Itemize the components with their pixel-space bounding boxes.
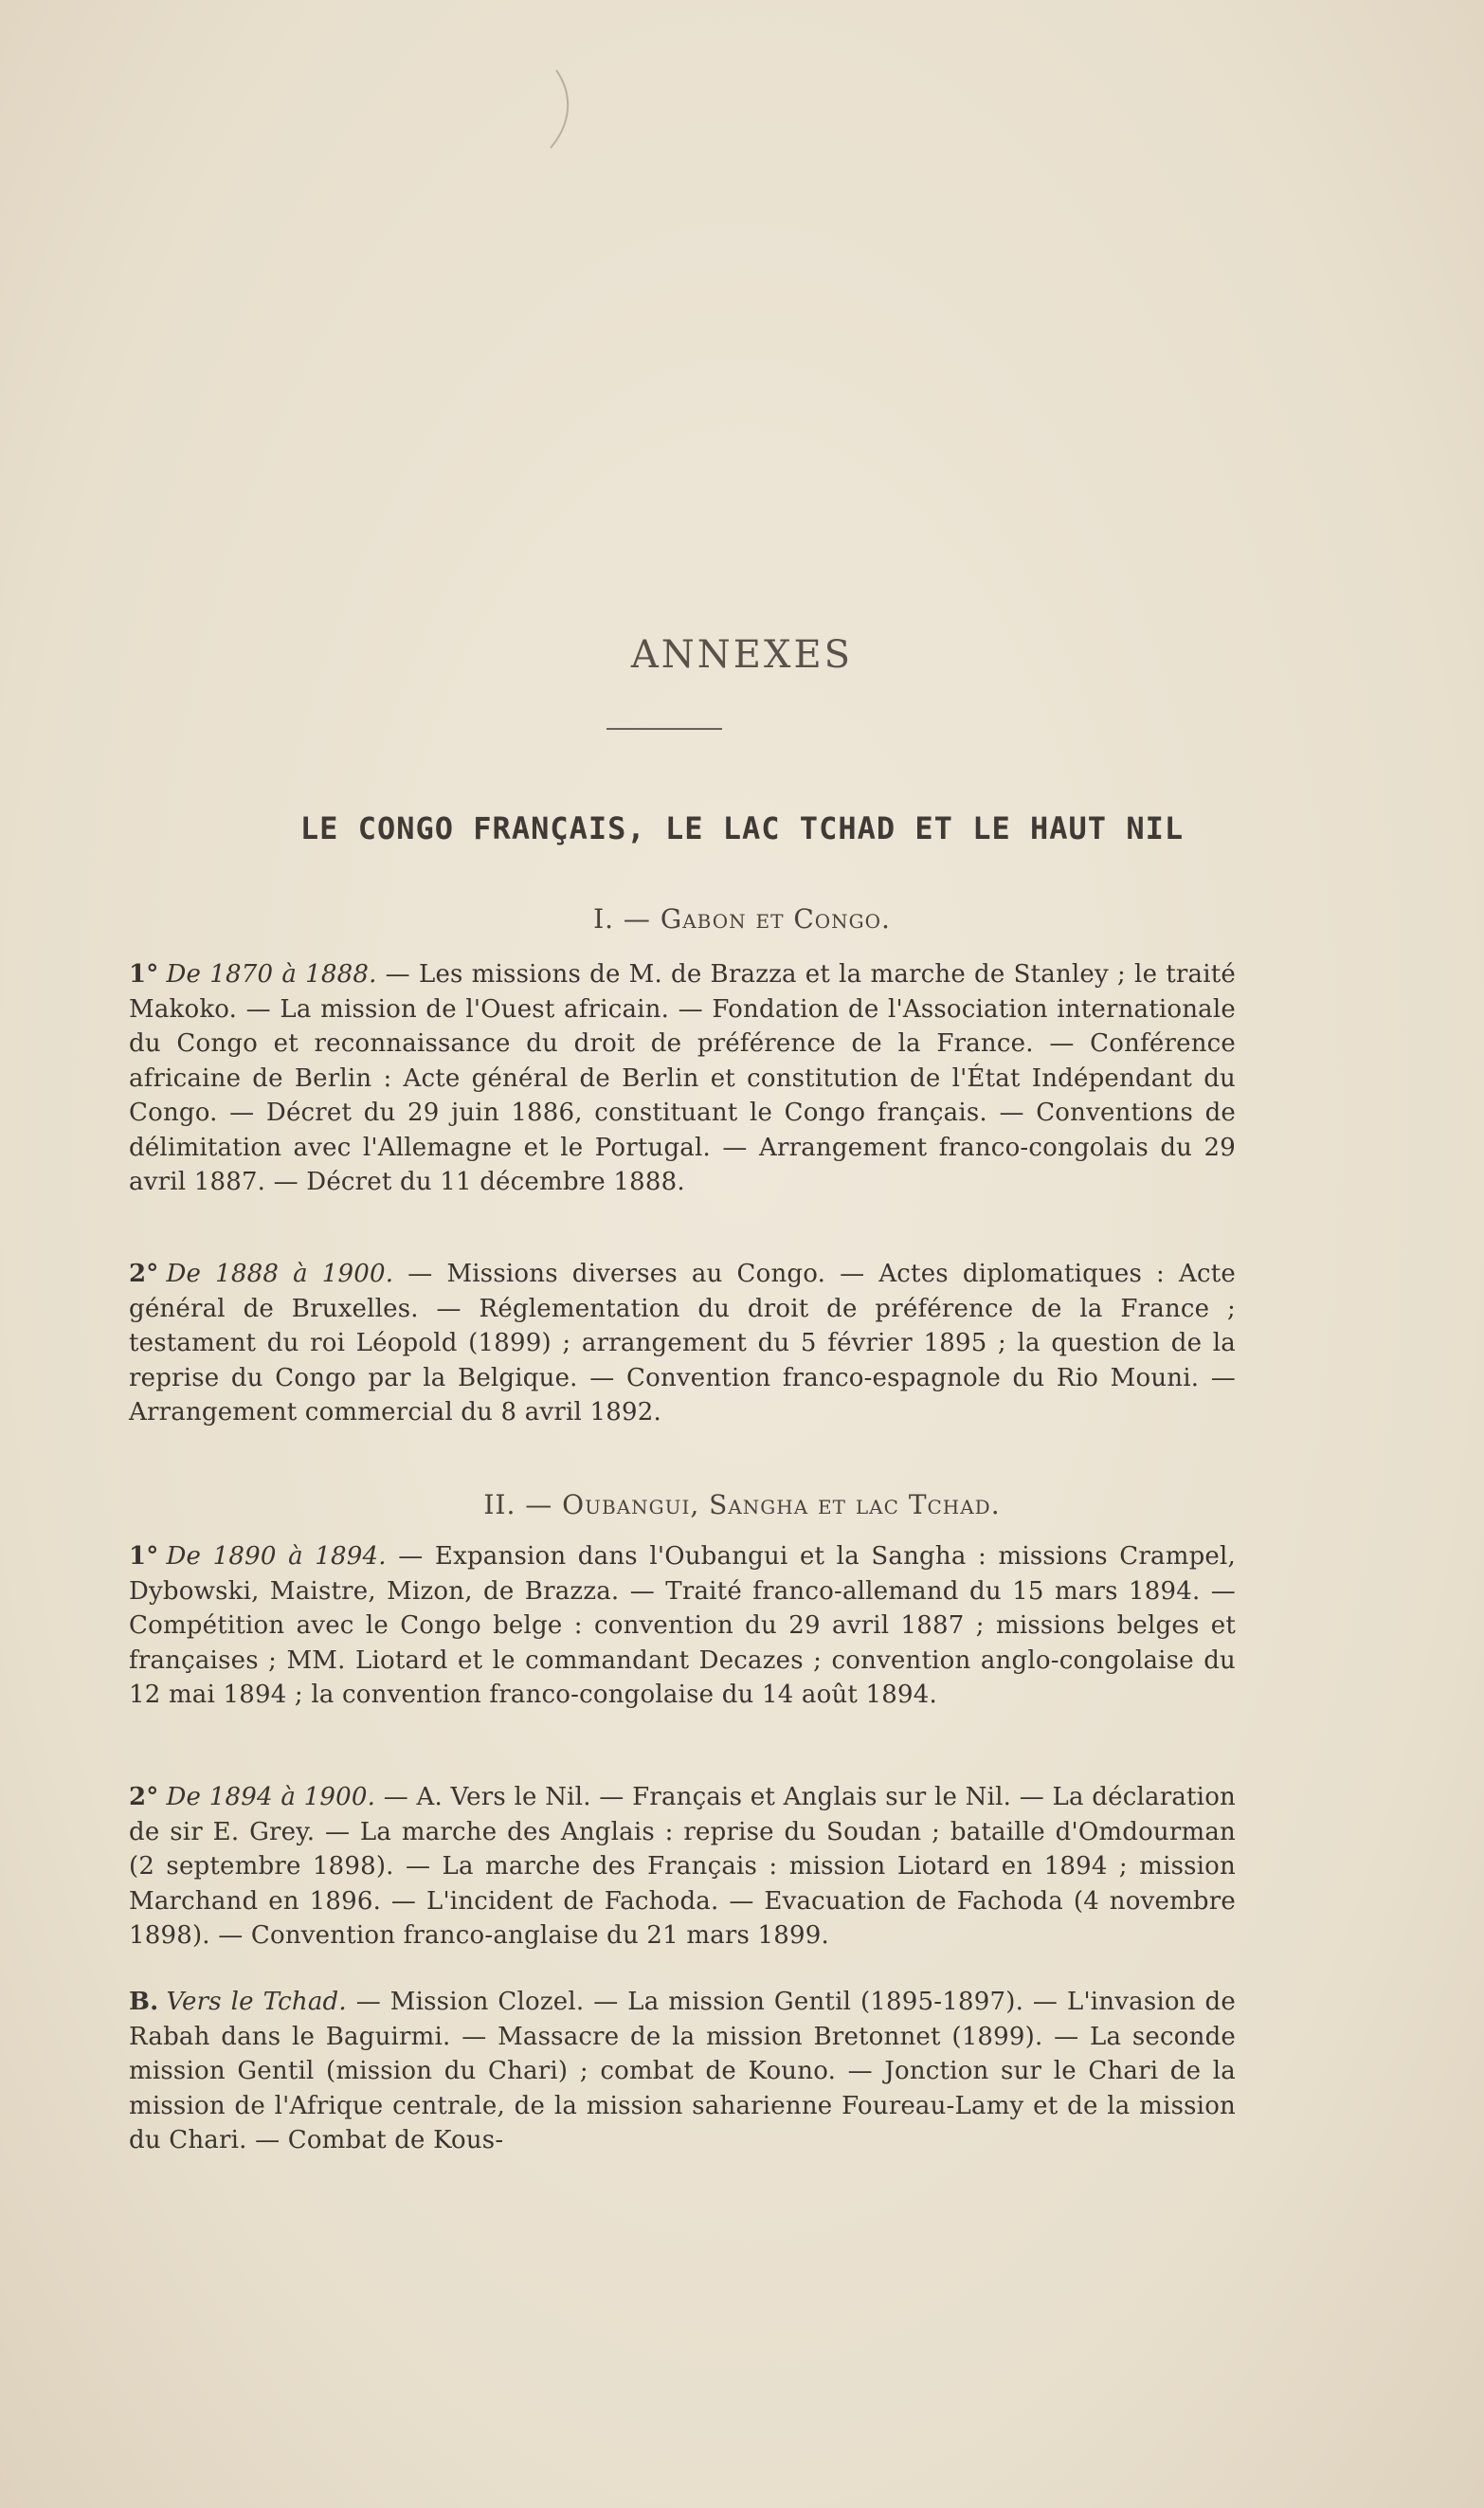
paragraph-lead: De 1870 à 1888.	[166, 960, 377, 989]
paragraph-marker: 1°	[129, 1542, 159, 1571]
paragraph-marker: B.	[129, 1988, 159, 2016]
paragraph	[129, 957, 1236, 1200]
paragraph	[129, 1257, 1236, 1430]
pencil-mark	[545, 66, 583, 152]
paragraph-text: — Mission Clozel. — La mission Gentil (1895-1897). — L'invasion de Rabah dans le Baguirmi. — Massacre de la mission Bretonnet (1899). — La seconde mission Gentil (mission du Chari) ; combat de Kouno. — Jonction sur le Chari de la mission de l'Afrique centrale, de la mission saharienne Foureau-Lamy et de la mission du Chari. — Combat de Kous-	[129, 1988, 1236, 2154]
paragraph-lead: De 1894 à 1900.	[166, 1783, 376, 1811]
paragraph-text: — Missions diverses au Congo. — Actes diplomatiques : Acte général de Bruxelles. — Réglementation du droit de préférence de la France ; testament du roi Léopold (1899) ; arrangement du 5 février 1895 ; la question de la reprise du Congo par la Belgique. — Convention franco-espagnole du Rio Mouni. — Arrangement commercial du 8 avril 1892.	[129, 1260, 1236, 1427]
paragraph-lead: De 1888 à 1900.	[166, 1260, 394, 1288]
paragraph	[129, 1780, 1236, 1954]
paragraph	[129, 1539, 1236, 1713]
paragraph-marker: 2°	[129, 1260, 159, 1288]
section-heading-gabon-congo: I. — Gabon et Congo.	[593, 903, 891, 935]
paragraph-text: — Les missions de M. de Brazza et la marche de Stanley ; le traité Makoko. — La mission de l'Ouest africain. — Fondation de l'Association internationale du Congo et reconnaissance du droit de préférence de la France. — Conférence africaine de Berlin : Acte général de Berlin et constitution de l'État Indépendant du Congo. — Décret du 29 juin 1886, constituant le Congo français. — Conventions de délimitation avec l'Allemagne et le Portugal. — Arrangement franco-congolais du 29 avril 1887. — Décret du 11 décembre 1888.	[129, 960, 1236, 1196]
page-title: ANNEXES	[630, 633, 854, 677]
paragraph-lead: De 1890 à 1894.	[166, 1542, 387, 1571]
paragraph-text: — Expansion dans l'Oubangui et la Sangha : missions Crampel, Dybowski, Maistre, Mizon, de Brazza. — Traité franco-allemand du 15 mars 1894. — Compétition avec le Congo belge : convention du 29 avril 1887 ; missions belges et françaises ; MM. Liotard et le commandant Decazes ; convention anglo-congolaise du 12 mai 1894 ; la convention franco-congolaise du 14 août 1894.	[129, 1542, 1236, 1709]
paragraph-marker: 1°	[129, 960, 159, 989]
paragraph-marker: 2°	[129, 1783, 159, 1811]
paragraph-text: — A. Vers le Nil. — Français et Anglais sur le Nil. — La déclaration de sir E. Grey. — La marche des Anglais : reprise du Soudan ; bataille d'Omdourman (2 septembre 1898). — La marche des Français : mission Liotard en 1894 ; mission Marchand en 1896. — L'incident de Fachoda. — Evacuation de Fachoda (4 novembre 1898). — Convention franco-anglaise du 21 mars 1899.	[129, 1783, 1236, 1950]
title-divider	[606, 728, 722, 730]
section-heading-oubangui-sangha-tchad: II. — Oubangui, Sangha et lac Tchad.	[483, 1489, 1001, 1520]
paragraph-lead: Vers le Tchad.	[166, 1988, 347, 2016]
main-heading: LE CONGO FRANÇAIS, LE LAC TCHAD ET LE HAUT NIL	[299, 810, 1185, 846]
paragraph	[129, 1985, 1236, 2158]
